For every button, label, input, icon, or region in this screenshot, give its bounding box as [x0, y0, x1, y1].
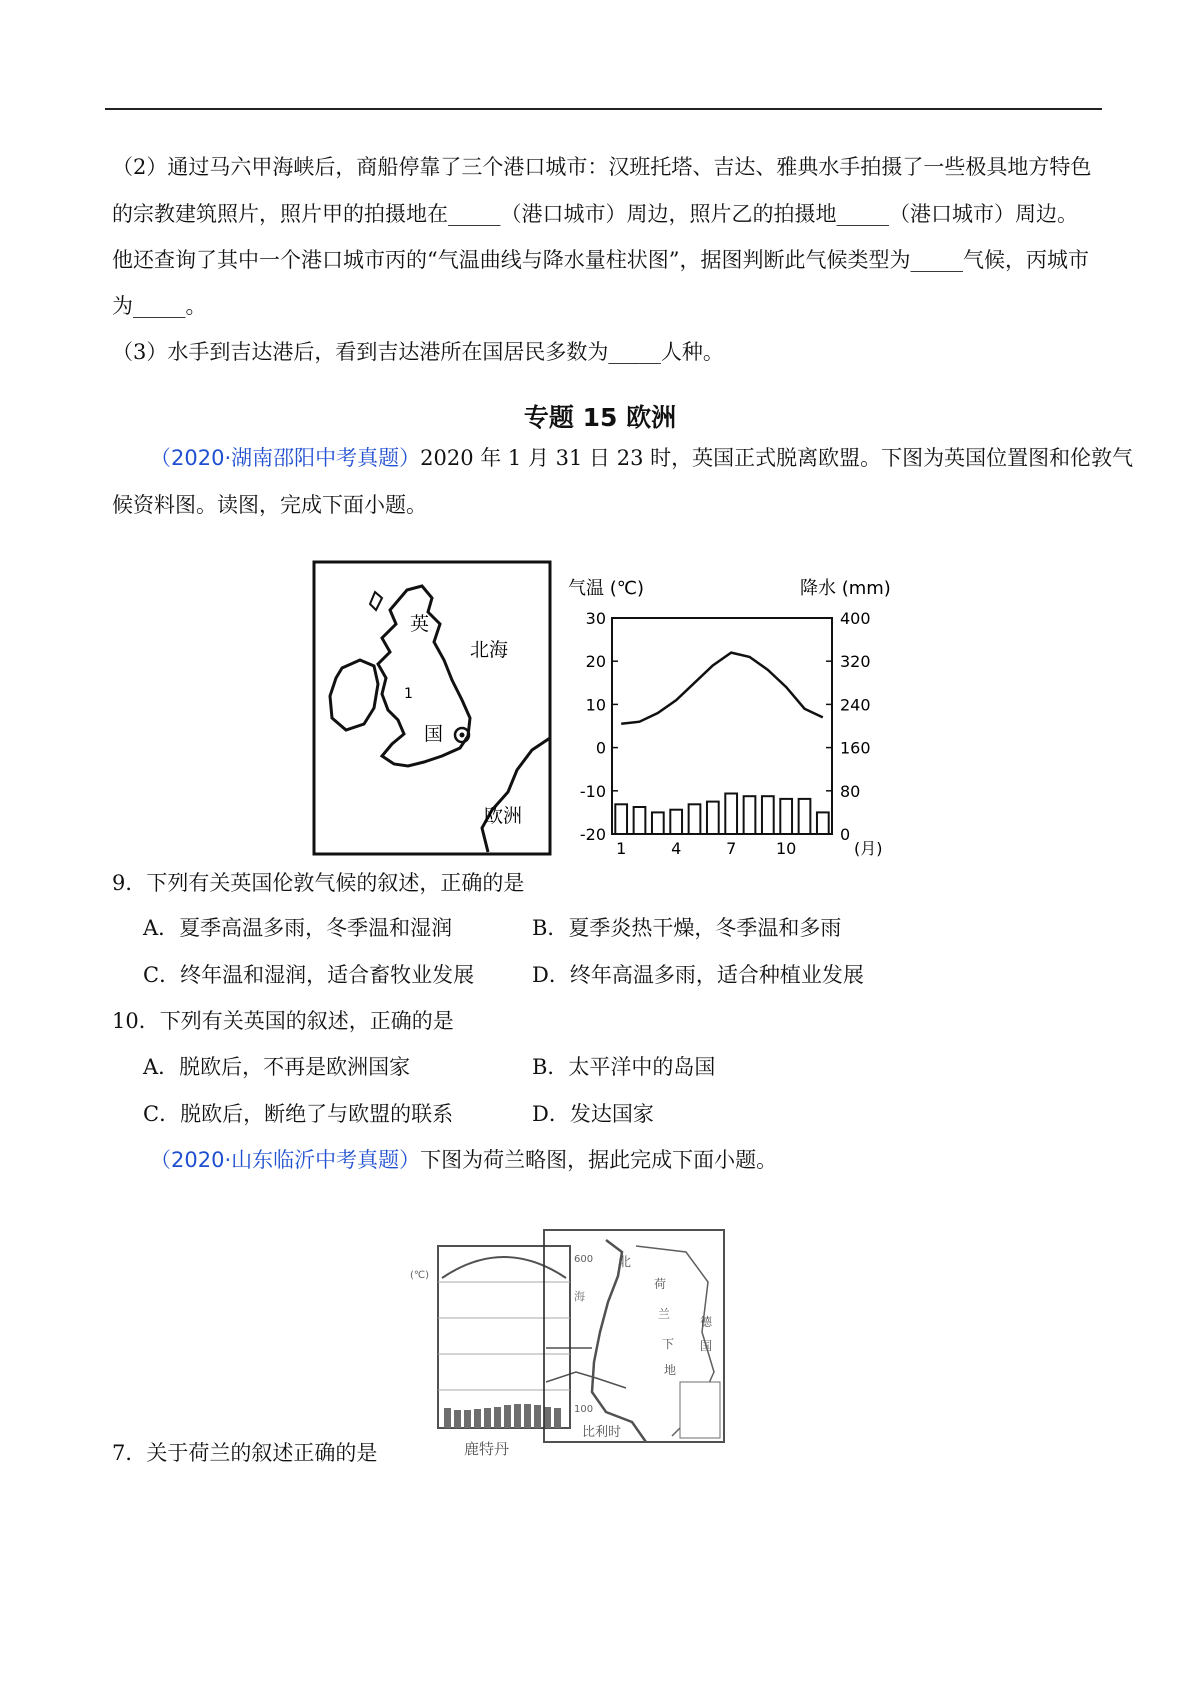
q9-option-a[interactable]: A．夏季高温多雨，冬季温和湿润	[143, 916, 453, 940]
temperature-curve	[621, 653, 823, 724]
right-tick-label: 80	[840, 781, 861, 801]
left-tick-label: 0	[595, 738, 606, 758]
nl-label-region-3: 下	[662, 1337, 675, 1351]
nl-label-germany-1: 德	[700, 1315, 713, 1329]
map-label-one: 1	[404, 686, 413, 702]
nl-label-germany-2: 国	[700, 1339, 713, 1353]
top-rule	[105, 108, 1102, 110]
london-marker-dot	[460, 733, 465, 738]
nl-label-region-1: 荷	[654, 1277, 667, 1291]
map-label-guo: 国	[424, 723, 444, 745]
precipitation-bar	[762, 796, 774, 834]
q3-text: （3）水手到吉达港后，看到吉达港所在国居民多数为_____人种。	[112, 340, 724, 364]
rotterdam-label: 鹿特丹	[464, 1440, 510, 1458]
x-tick-label: 1	[616, 839, 627, 858]
x-tick-label: 7	[726, 839, 737, 858]
right-tick-label: 400	[840, 609, 871, 628]
right-tick-label: 160	[840, 738, 871, 758]
precipitation-bar	[799, 799, 811, 834]
svg-text:(℃): (℃)	[410, 1270, 430, 1281]
precipitation-bar	[634, 807, 646, 834]
left-tick-label: 20	[585, 652, 606, 672]
map-label-ying: 英	[410, 613, 430, 635]
left-tick-label: 10	[585, 695, 606, 715]
right-tick-label: 0	[840, 825, 851, 844]
intro1-line1	[150, 443, 1133, 473]
x-tick-label: 4	[671, 839, 682, 858]
ireland-outline	[330, 660, 378, 730]
precipitation-bar	[725, 794, 737, 835]
nl-label-sea: 海	[574, 1290, 585, 1303]
precipitation-bar	[689, 804, 701, 834]
uk-location-map	[312, 560, 552, 856]
section-title: 专题 15 欧洲	[523, 403, 677, 432]
intro2-source: （2020·山东临沂中考真题）	[150, 1148, 421, 1172]
islands-outline	[370, 592, 382, 610]
q2-line1: （2）通过马六甲海峡后，商船停靠了三个港口城市：汉班托塔、吉达、雅典水手拍摄了一些极具地方特色	[112, 155, 1092, 179]
precipitation-bar	[707, 802, 719, 834]
q10-option-d[interactable]: D．发达国家	[532, 1102, 654, 1126]
svg-text:600: 600	[574, 1254, 594, 1265]
intro2-line	[150, 1145, 777, 1175]
nl-label-north: 北	[618, 1255, 632, 1270]
right-tick-label: 240	[840, 695, 871, 715]
precipitation-bar	[670, 810, 682, 834]
q2-line3: 他还查询了其中一个港口城市丙的“气温曲线与降水量柱状图”，据图判断此气候类型为_____气候，丙城市	[112, 248, 1089, 272]
x-unit-label: (月)	[854, 839, 883, 858]
europe-coast	[482, 738, 550, 852]
left-axis-title: 气温 (℃)	[568, 578, 644, 599]
left-tick-label: 30	[585, 609, 606, 628]
left-tick-label: -20	[579, 825, 606, 844]
precipitation-bar	[780, 799, 792, 834]
netherlands-figure	[396, 1222, 788, 1480]
map-label-north-sea: 北海	[470, 639, 509, 661]
q10-option-c[interactable]: C．脱欧后，断绝了与欧盟的联系	[143, 1102, 454, 1126]
svg-text:100: 100	[574, 1404, 594, 1415]
left-tick-label: -10	[579, 781, 606, 801]
nl-label-belgium: 比利时	[582, 1425, 622, 1440]
q9-option-c[interactable]: C．终年温和湿润，适合畜牧业发展	[143, 963, 475, 987]
intro1-source: （2020·湖南邵阳中考真题）	[150, 446, 421, 470]
q9-option-b[interactable]: B．夏季炎热干燥，冬季温和多雨	[532, 916, 842, 940]
right-tick-label: 320	[840, 652, 871, 672]
intro2-text: 下图为荷兰略图，据此完成下面小题。	[420, 1148, 778, 1172]
x-tick-label: 10	[775, 839, 797, 858]
rotterdam-climate-chart	[410, 1246, 593, 1458]
q7-stem: 7．关于荷兰的叙述正确的是	[112, 1441, 378, 1465]
right-axis-title: 降水 (mm)	[800, 578, 891, 599]
intro1-text-a: 2020 年 1 月 31 日 23 时，英国正式脱离欧盟。下图为英国位置图和伦敦气	[420, 446, 1134, 470]
q2-line4: 为_____。	[112, 294, 207, 318]
precipitation-bar	[652, 812, 664, 834]
q10-stem: 10．下列有关英国的叙述，正确的是	[112, 1009, 454, 1033]
q9-stem: 9．下列有关英国伦敦气候的叙述，正确的是	[112, 871, 525, 895]
nl-label-region-2: 兰	[658, 1307, 671, 1321]
q10-option-a[interactable]: A．脱欧后，不再是欧洲国家	[143, 1055, 411, 1079]
nl-label-region-4: 地	[664, 1363, 677, 1377]
q2-line2: 的宗教建筑照片，照片甲的拍摄地在_____（港口城市）周边，照片乙的拍摄地_____（港口城市）周边。	[112, 202, 1078, 226]
precipitation-bar	[817, 812, 829, 834]
map-label-europe: 欧洲	[484, 805, 523, 827]
london-climate-chart	[562, 570, 902, 860]
precipitation-bar	[744, 796, 756, 834]
q9-option-d[interactable]: D．终年高温多雨，适合种植业发展	[532, 963, 864, 987]
intro1-line2: 候资料图。读图，完成下面小题。	[112, 493, 427, 517]
q10-option-b[interactable]: B．太平洋中的岛国	[532, 1055, 716, 1079]
precipitation-bar	[615, 804, 627, 834]
